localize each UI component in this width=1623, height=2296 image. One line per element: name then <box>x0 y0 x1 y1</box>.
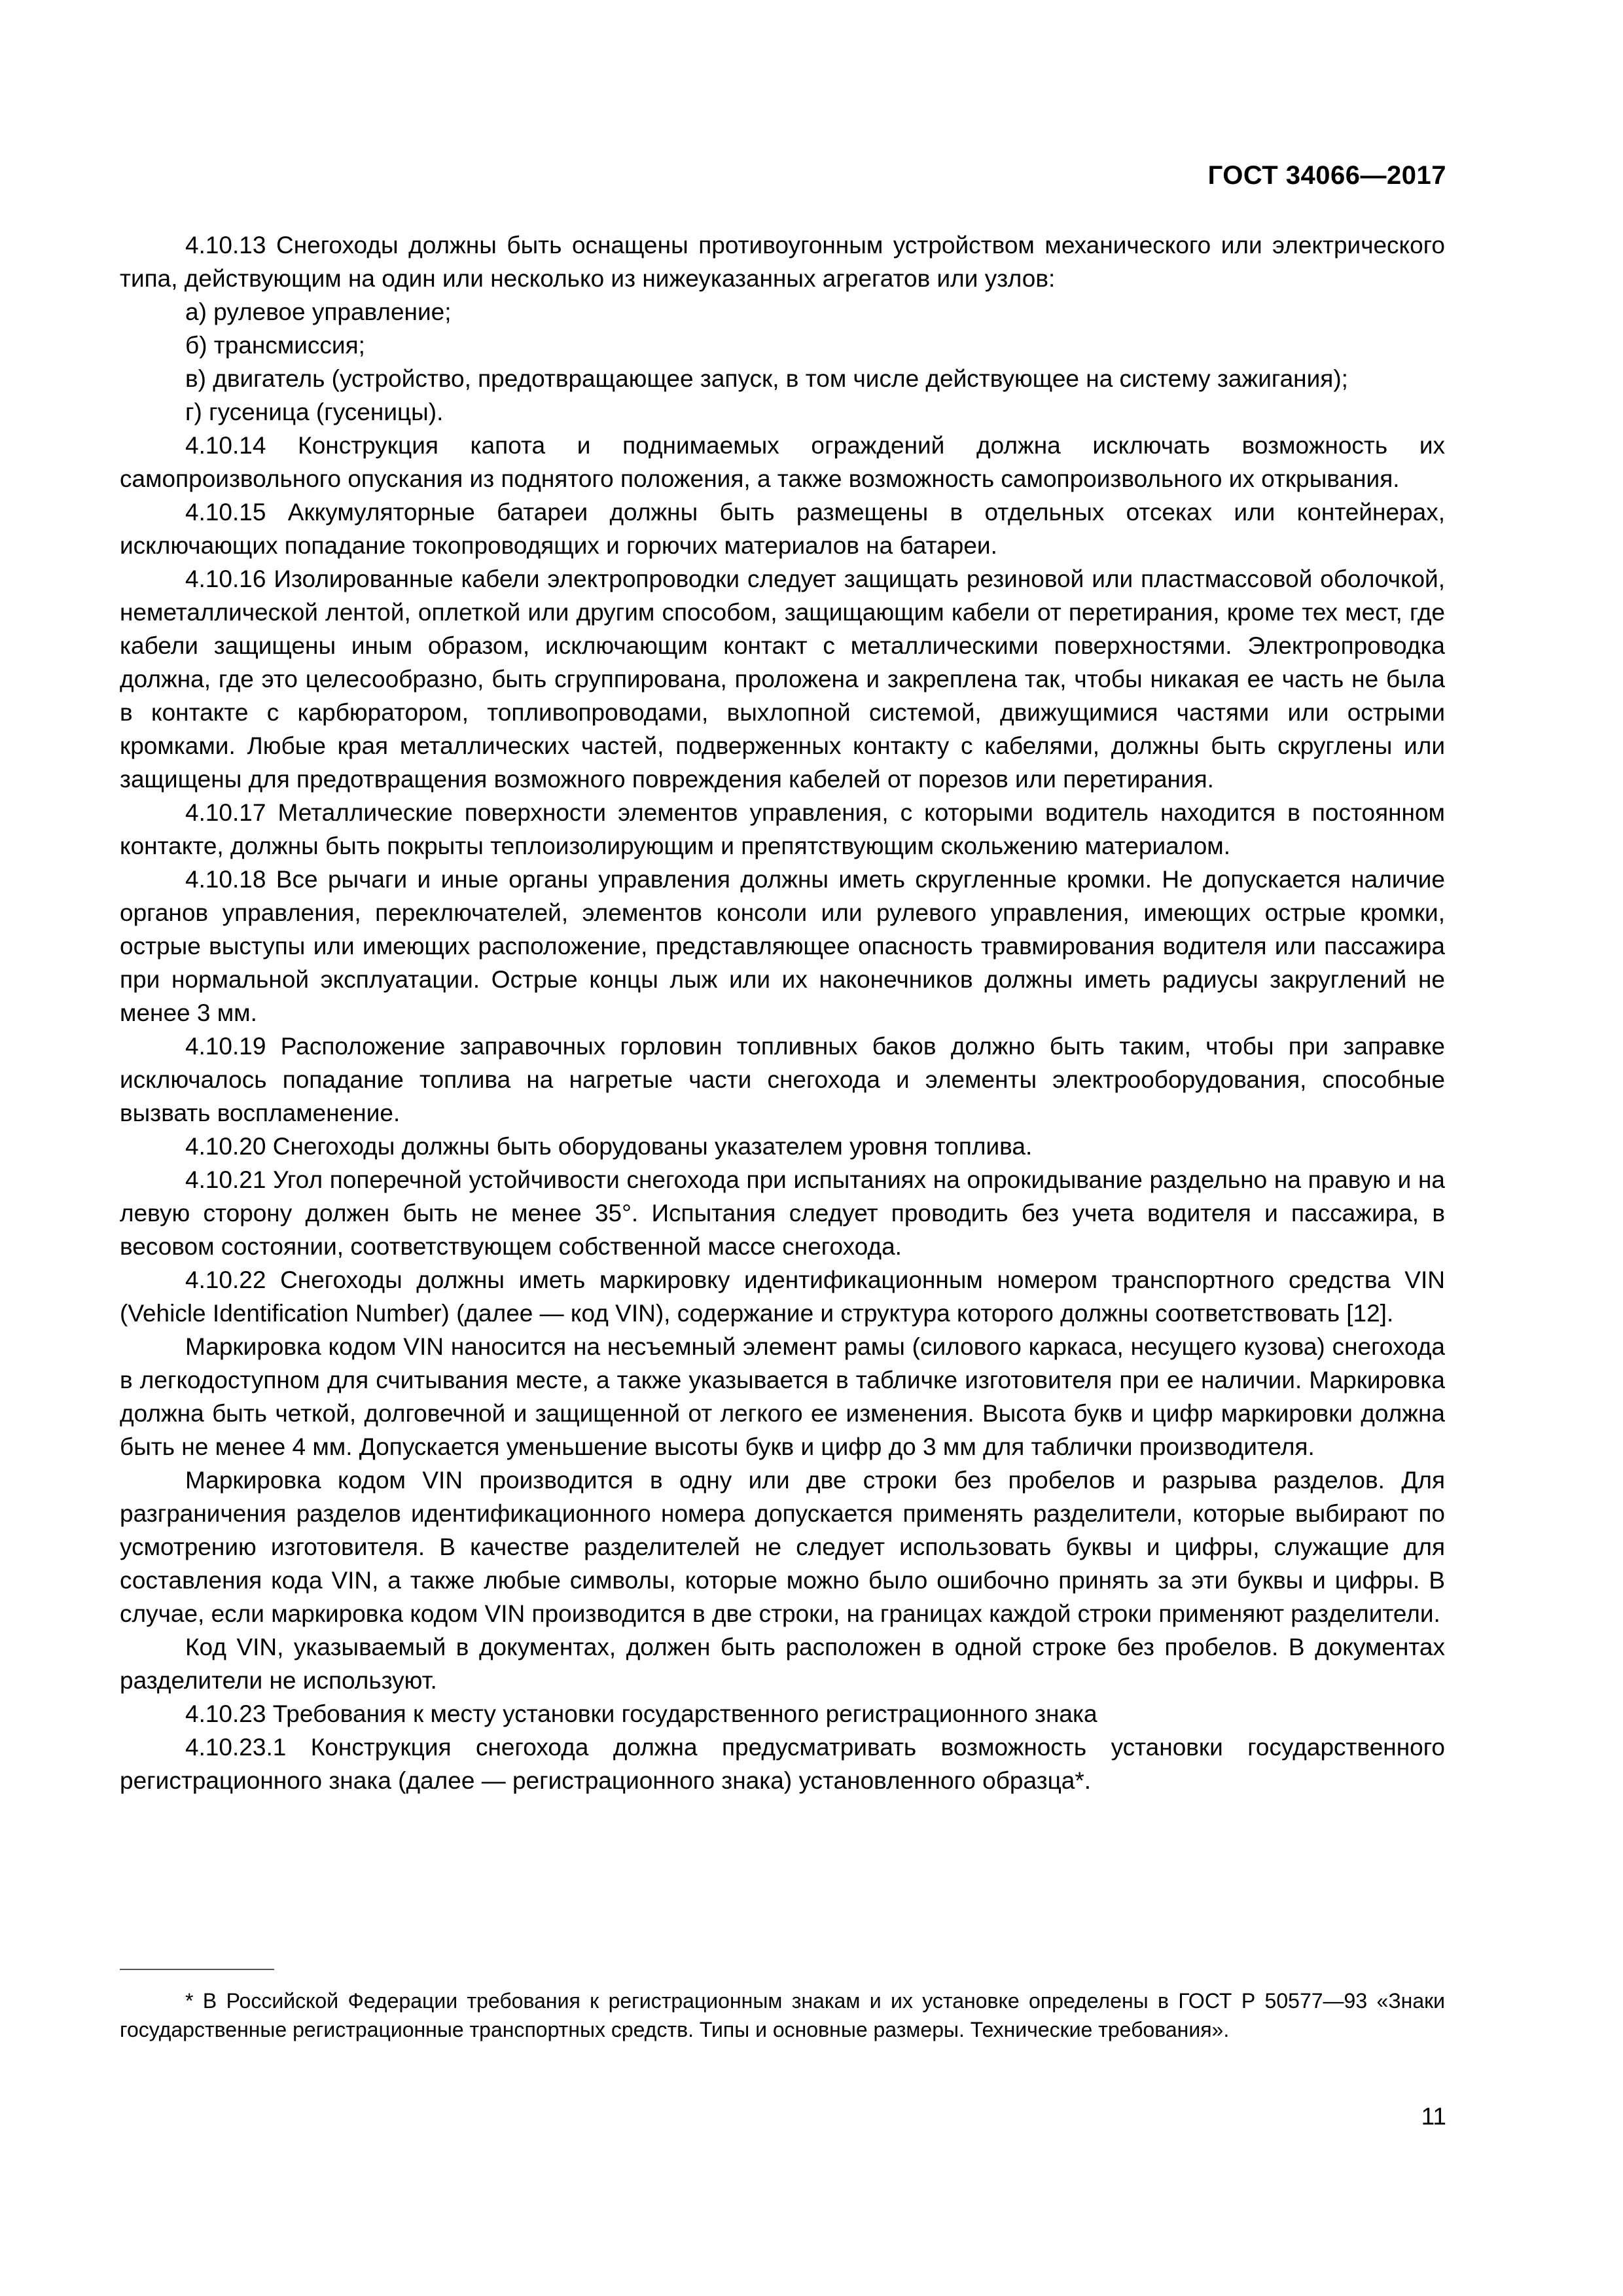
paragraph: 4.10.13 Снегоходы должны быть оснащены противоугонным устройством механического или электрического типа, действующим на один или несколько из нижеуказанных агрегатов или узлов: <box>120 232 1445 292</box>
page-number: 11 <box>1421 2103 1446 2130</box>
paragraph: Маркировка кодом VIN наносится на несъемный элемент рамы (силового каркаса, несущего кузова) снегохода в легкодоступном для считывания месте, а также указывается в табличке изготовителя при ее наличии. Маркировка должна быть четкой, долговечной и защищенной от легкого ее изменения. Высота букв и цифр маркировки должна быть не менее 4 мм. Допускается уменьшение высоты букв и цифр до 3 мм для таблички производителя. <box>120 1333 1445 1460</box>
list-item: г) гусеница (гусеницы). <box>185 399 444 425</box>
document-body <box>120 228 1445 1797</box>
paragraph: 4.10.15 Аккумуляторные батареи должны быть размещены в отдельных отсеках или контейнерах, исключающих попадание токопроводящих и горючих материалов на батареи. <box>120 499 1445 559</box>
paragraph: 4.10.18 Все рычаги и иные органы управления должны иметь скругленные кромки. Не допускается наличие органов управления, переключателей, элементов консоли или рулевого управления, имеющих острые кромки, острые выступы или имеющих расположение, представляющее опасность травмирования водителя или пассажира при нормальной эксплуатации. Острые концы лыж или их наконечников должны иметь радиусы закруглений не менее 3 мм. <box>120 866 1445 1026</box>
document-header: ГОСТ 34066—2017 <box>1207 161 1446 190</box>
paragraph: 4.10.22 Снегоходы должны иметь маркировку идентификационным номером транспортного средства VIN (Vehicle Identification Number) (далее — код VIN), содержание и структура которого должны соответствовать [12]. <box>120 1266 1445 1327</box>
paragraph: 4.10.19 Расположение заправочных горловин топливных баков должно быть таким, чтобы при заправке исключалось попадание топлива на нагретые части снегохода и элементы электрооборудования, способные вызвать воспламенение. <box>120 1033 1445 1126</box>
paragraph: 4.10.17 Металлические поверхности элементов управления, с которыми водитель находится в постоянном контакте, должны быть покрыты теплоизолирующим и препятствующим скольжению материалом. <box>120 799 1445 859</box>
paragraph: 4.10.23 Требования к месту установки государственного регистрационного знака <box>185 1700 1097 1727</box>
list-item: а) рулевое управление; <box>185 298 452 325</box>
paragraph: 4.10.20 Снегоходы должны быть оборудованы указателем уровня топлива. <box>185 1133 1033 1160</box>
footnote-divider <box>120 1969 274 1970</box>
list-item: б) трансмиссия; <box>185 332 365 359</box>
paragraph: Маркировка кодом VIN производится в одну или две строки без пробелов и разрыва разделов. Для разграничения разделов идентификационного номера допускается применять разделители, которые выбирают по усмотрению изготовителя. В качестве разделителей не следует использовать буквы и цифры, служащие для составления кода VIN, а также любые символы, которые можно было ошибочно принять за эти буквы и цифры. В случае, если маркировка кодом VIN производится в две строки, на границах каждой строки применяют разделители. <box>120 1467 1445 1627</box>
paragraph: 4.10.23.1 Конструкция снегохода должна предусматривать возможность установки государственного регистрационного знака (далее — регистрационного знака) установленного образца*. <box>120 1734 1445 1794</box>
paragraph: 4.10.14 Конструкция капота и поднимаемых ограждений должна исключать возможность их самопроизвольного опускания из поднятого положения, а также возможность самопроизвольного их открывания. <box>120 432 1445 492</box>
list-item: в) двигатель (устройство, предотвращающее запуск, в том числе действующее на систему зажигания); <box>185 365 1348 392</box>
footnote: * В Российской Федерации требования к регистрационным знакам и их установке определены в ГОСТ Р 50577—93 «Знаки государственные регистрационные транспортных средств. Типы и основные размеры. Технические требования». <box>120 1989 1445 2041</box>
paragraph: 4.10.21 Угол поперечной устойчивости снегохода при испытаниях на опрокидывание раздельно на правую и на левую сторону должен быть не менее 35°. Испытания следует проводить без учета водителя и пассажира, в весовом состоянии, соответствующем собственной массе снегохода. <box>120 1166 1445 1260</box>
paragraph: Код VIN, указываемый в документах, должен быть расположен в одной строке без пробелов. В документах разделители не используют. <box>120 1634 1445 1694</box>
paragraph: 4.10.16 Изолированные кабели электропроводки следует защищать резиновой или пластмассовой оболочкой, неметаллической лентой, оплеткой или другим способом, защищающим кабели от перетирания, кроме тех мест, где кабели защищены иным образом, исключающим контакт с металлическими поверхностями. Электропроводка должна, где это целесообразно, быть сгруппирована, проложена и закреплена так, чтобы никакая ее часть не была в контакте с карбюратором, топливопроводами, выхлопной системой, движущимися частями или острыми кромками. Любые края металлических частей, подверженных контакту с кабелями, должны быть скруглены или защищены для предотвращения возможного повреждения кабелей от порезов или перетирания. <box>120 565 1445 793</box>
